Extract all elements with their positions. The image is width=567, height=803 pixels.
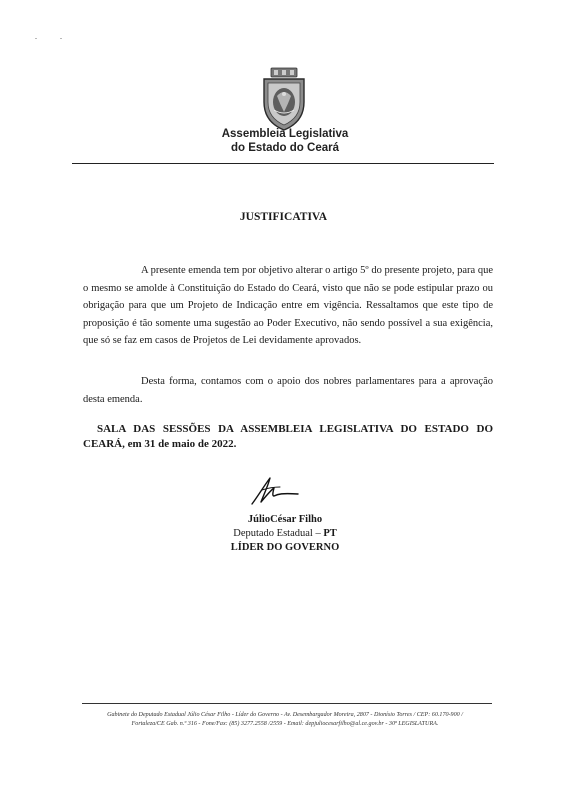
footer-divider xyxy=(82,703,492,704)
signatory-role-prefix: Deputado Estadual – xyxy=(233,528,324,539)
footer-address-line1: Gabinete do Deputado Estadual Júlio César Filho - Líder do Governo - Av. Desembargador Moreira, 2807 - Dionísio Torres / CEP: 60.170-900 / xyxy=(107,712,463,718)
closing-statement: SALA DAS SESSÕES DA ASSEMBLEIA LEGISLATIVA DO ESTADO DO CEARÁ, em 31 de maio de 2022. xyxy=(83,423,493,450)
institution-name-line1: Assembleia Legislativa xyxy=(221,128,349,140)
handwritten-signature xyxy=(244,474,304,508)
body-paragraph: A presente emenda tem por objetivo alterar o artigo 5º do presente projeto, para que o mesmo se amolde à Constituição do Estado do Ceará, visto que não se pode estipular prazo ou obrigação para que um Projeto de Indicação entre em vigência. Ressaltamos que este tipo de proposição é tão somente uma sugestão ao Poder Executivo, não sendo possível a sua exigência, que só se faz em casos de Projetos de Lei devidamente aprovados. xyxy=(83,265,493,346)
signatory-party: PT xyxy=(323,528,337,539)
signatory-name: JúlioCésar Filho xyxy=(247,514,323,525)
scan-speck xyxy=(60,38,62,39)
body-paragraph: Desta forma, contamos com o apoio dos nobres parlamentares para a aprovação desta emenda. xyxy=(83,376,493,405)
header-divider xyxy=(72,163,494,164)
coat-of-arms-icon xyxy=(258,66,310,132)
footer-address-line2: Fortaleza/CE Gab. n.º 316 - Fone/Fax: (85) 3277.2558 /2559 - Email: depjuliocesarfilho@al.ce.gov.br - 30ª LEGISLATURA. xyxy=(131,721,439,727)
signatory-title: LÍDER DO GOVERNO xyxy=(230,542,340,553)
scan-speck xyxy=(35,38,37,39)
institution-name-line2: do Estado do Ceará xyxy=(231,142,339,154)
signatory-role xyxy=(185,528,385,539)
document-title: JUSTIFICATIVA xyxy=(239,211,328,223)
